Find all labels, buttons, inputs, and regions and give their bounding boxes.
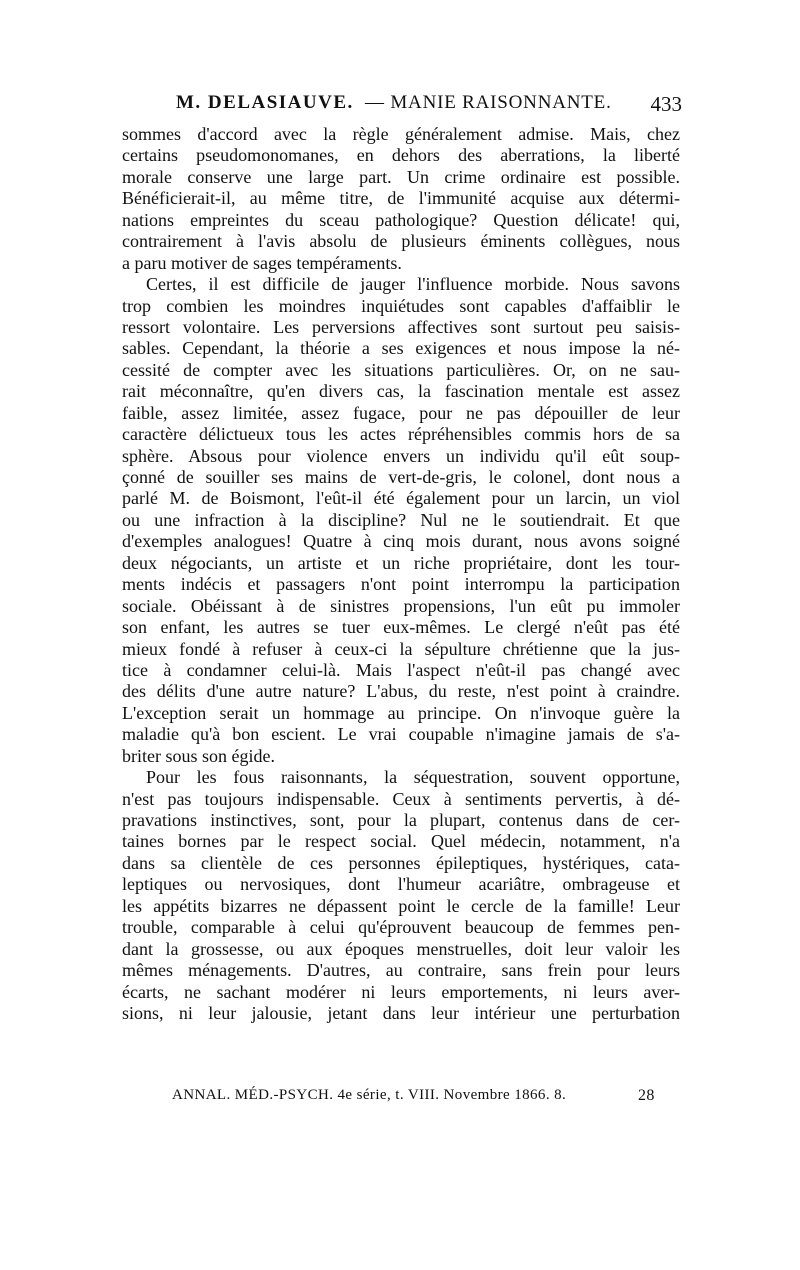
- running-head: [122, 92, 682, 118]
- text-line: cessité de compter avec les situations particulières. Or, on ne sau-: [122, 359, 680, 380]
- text-line: dans sa clientèle de ces personnes épileptiques, hystériques, cata-: [122, 852, 680, 873]
- text-line: nations empreintes du sceau pathologique? Question délicate! qui,: [122, 209, 680, 230]
- text-line: écarts, ne sachant modérer ni leurs emportements, ni leurs aver-: [122, 981, 680, 1002]
- text-line: mêmes ménagements. D'autres, au contraire, sans frein pour leurs: [122, 960, 680, 981]
- text-line: ressort volontaire. Les perversions affectives sont surtout peu saisis-: [122, 316, 680, 337]
- running-head-title: — MANIE RAISONNANTE.: [365, 92, 612, 113]
- footer-journal-reference: ANNAL. MÉD.-PSYCH. 4e série, t. VIII. Novembre 1866. 8.: [172, 1087, 567, 1103]
- text-line: L'exception serait un hommage au principe. On n'invoque guère la: [122, 702, 680, 723]
- text-line: trouble, comparable à celui qu'éprouvent beaucoup de femmes pen-: [122, 917, 680, 938]
- text-line: rait méconnaître, qu'en divers cas, la fascination mentale est assez: [122, 381, 680, 402]
- page-footer: [172, 1087, 655, 1109]
- text-line: a paru motiver de sages tempéraments.: [122, 252, 402, 273]
- text-line: n'est pas toujours indispensable. Ceux à sentiments pervertis, à dé-: [122, 788, 680, 809]
- page-number: 433: [650, 92, 682, 116]
- text-line: ments indécis et passagers n'ont point interrompu la participation: [122, 574, 680, 595]
- text-line: pravations instinctives, sont, pour la plupart, contenus dans de cer-: [122, 810, 680, 830]
- text-line: deux négociants, un artiste et un riche propriétaire, dont les tour-: [122, 552, 680, 573]
- text-line: dant la grossesse, ou aux époques menstruelles, doit leur valoir les: [122, 938, 680, 959]
- running-head-author: M. DELASIAUVE.: [176, 92, 354, 113]
- text-line: contrairement à l'avis absolu de plusieurs éminents collègues, nous: [122, 231, 680, 252]
- text-line: Bénéficierait-il, au même titre, de l'immunité acquise aux détermi-: [122, 188, 680, 209]
- text-line: certains pseudomonomanes, en dehors des aberrations, la liberté: [122, 145, 680, 166]
- text-line: sphère. Absous pour violence envers un individu qu'il eût soup-: [122, 445, 680, 466]
- text-line: son enfant, les autres se tuer eux-mêmes. Le clergé n'eût pas été: [122, 617, 680, 638]
- text-line: ou une infraction à la discipline? Nul ne le soutiendrait. Et que: [122, 509, 680, 530]
- text-line: çonné de souiller ses mains de vert-de-gris, le colonel, dont nous a: [122, 467, 680, 487]
- text-line: Certes, il est difficile de jauger l'influence morbide. Nous savons: [146, 274, 680, 295]
- text-line: leptiques ou nervosiques, dont l'humeur acariâtre, ombrageuse et: [122, 874, 680, 895]
- text-line: sables. Cependant, la théorie a ses exigences et nous impose la né-: [122, 338, 680, 359]
- text-line: des délits d'une autre nature? L'abus, du reste, n'est point à craindre.: [122, 681, 680, 702]
- text-line: les appétits bizarres ne dépassent point le cercle de la famille! Leur: [122, 895, 680, 916]
- text-line: sions, ni leur jalousie, jetant dans leur intérieur une perturbation: [122, 1002, 680, 1023]
- text-line: taines bornes par le respect social. Quel médecin, notamment, n'a: [122, 831, 680, 852]
- body-text: [122, 124, 680, 1024]
- text-line: morale conserve une large part. Un crime ordinaire est possible.: [122, 166, 680, 187]
- text-line: sommes d'accord avec la règle généralement admise. Mais, chez: [122, 124, 680, 144]
- text-line: maladie qu'à bon escient. Le vrai coupable n'imagine jamais de s'a-: [122, 724, 680, 745]
- text-line: trop combien les moindres inquiétudes sont capables d'affaiblir le: [122, 295, 680, 316]
- text-line: sociale. Obéissant à de sinistres propensions, l'un eût pu immoler: [122, 595, 680, 616]
- text-line: Pour les fous raisonnants, la séquestration, souvent opportune,: [146, 767, 680, 788]
- footer-signature-mark: 28: [638, 1087, 655, 1104]
- text-line: briter sous son égide.: [122, 745, 275, 766]
- text-line: d'exemples analogues! Quatre à cinq mois durant, nous avons soigné: [122, 531, 680, 552]
- text-line: caractère délictueux tous les actes répréhensibles commis hors de sa: [122, 424, 680, 445]
- text-line: mieux fondé à refuser à ceux-ci la sépulture chrétienne que la jus-: [122, 638, 680, 659]
- text-line: parlé M. de Boismont, l'eût-il été également pour un larcin, un viol: [122, 488, 680, 509]
- text-line: faible, assez limitée, assez fugace, pour ne pas dépouiller de leur: [122, 402, 680, 423]
- text-line: tice à condamner celui-là. Mais l'aspect n'eût-il pas changé avec: [122, 659, 680, 680]
